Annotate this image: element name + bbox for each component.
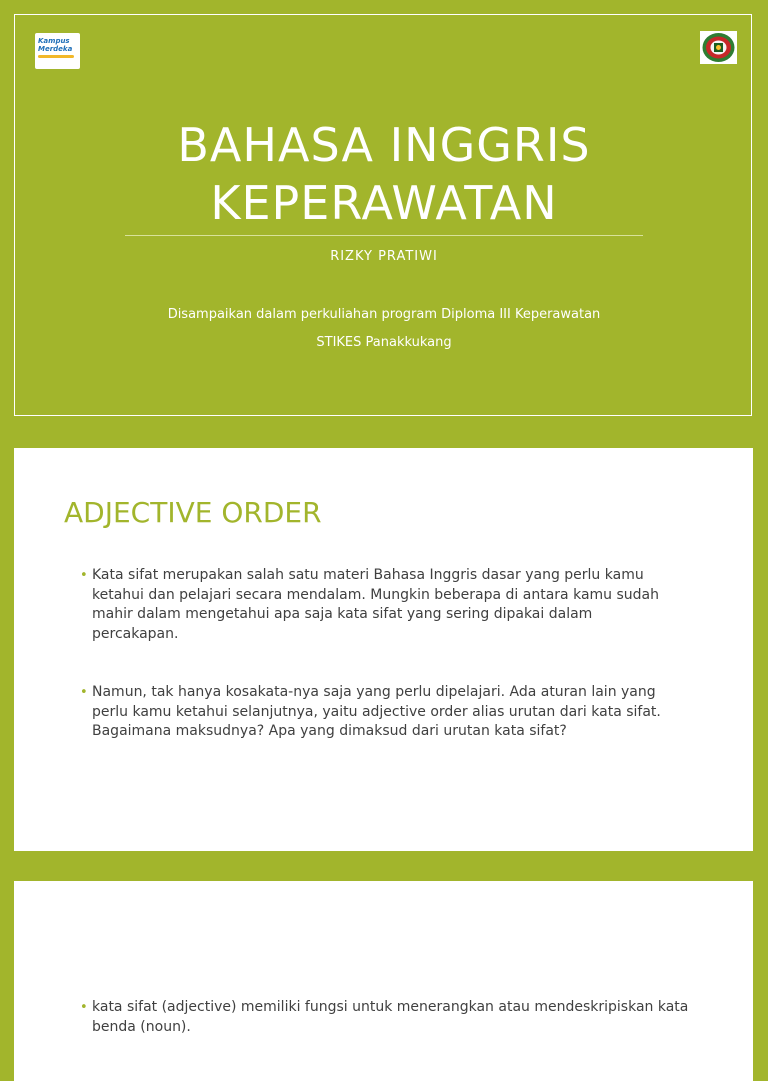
bullet-item: • Namun, tak hanya kosakata-nya saja yang perlu dipelajari. Ada aturan lain yang perlu kamu ketahui selanjutnya, yaitu adjective order alias urutan dari kata sifat. Bagaimana maksudnya? Apa yang dimaksud dari urutan kata sifat? <box>80 684 661 739</box>
author-name: RIZKY PRATIWI <box>330 249 438 264</box>
bullet-icon: • <box>80 1000 88 1015</box>
presentation-subtitle: Disampaikan dalam perkuliahan program Diploma III Keperawatan STIKES Panakkukang <box>167 307 601 350</box>
title-slide <box>0 0 768 433</box>
presentation-title: BAHASA INGGRIS KEPERAWATAN <box>177 118 591 230</box>
bullet-item: • Kata sifat merupakan salah satu materi Bahasa Inggris dasar yang perlu kamu ketahui dan pelajari secara mendalam. Mungkin beberapa di antara kamu sudah mahir dalam mengetahui apa saja kata sifat yang sering dipakai dalam percakapan. <box>80 567 659 642</box>
slide-heading: ADJECTIVE ORDER <box>64 496 322 529</box>
bullet-item: • kata sifat (adjective) memiliki fungsi untuk menerangkan atau mendeskripiskan kata benda (noun). <box>80 999 689 1035</box>
kampus-merdeka-logo: Kampus Merdeka <box>35 33 80 69</box>
bullet-icon: • <box>80 685 88 700</box>
adjective-function-slide <box>14 881 753 1081</box>
institution-seal-logo <box>700 31 737 64</box>
bullet-icon: • <box>80 568 88 583</box>
title-divider <box>125 235 643 236</box>
